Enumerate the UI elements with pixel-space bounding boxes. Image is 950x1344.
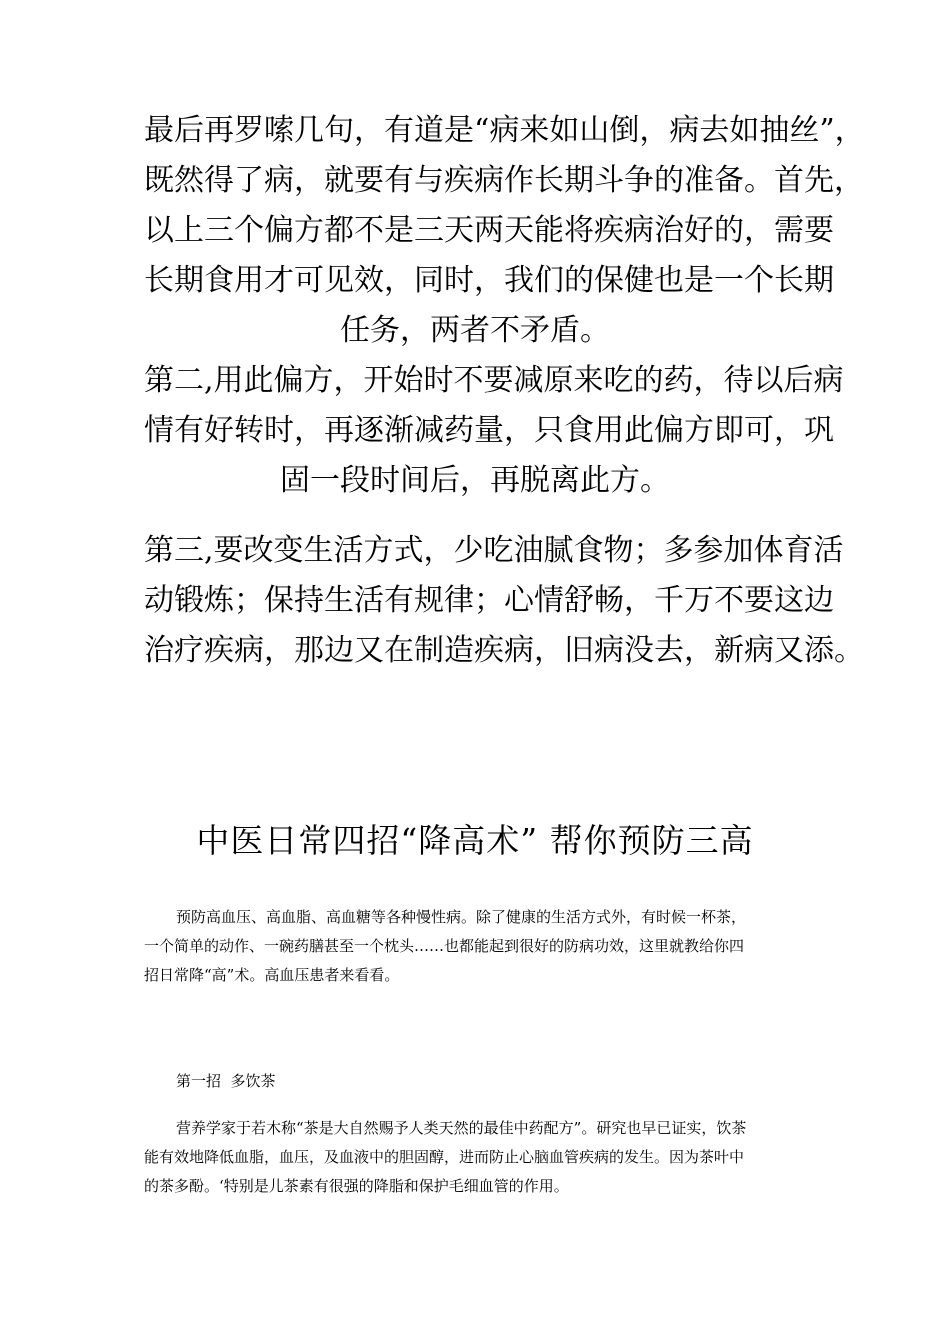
method-heading-text: 第一招 多饮茶	[176, 1072, 276, 1090]
text-line: 长期食用才可见效，同时，我们的保健也是一个长期	[144, 263, 834, 298]
text-line: 情有好转时，再逐渐减药量，只食用此偏方即可，巩	[144, 413, 834, 448]
closing-remarks-paragraph	[144, 106, 865, 356]
text-line: 任务，两者不矛盾。	[340, 313, 610, 348]
text-line: 第三,要改变生活方式，少吃油腻食物；多参加体育活	[144, 533, 844, 568]
text-line-content: 营养学家于若木称“茶是大自然赐予人类天然的最佳中药配方”。研究也早已证实，饮茶	[176, 1119, 747, 1137]
text-line-content: 预防高血压、高血脂、高血糖等各种慢性病。除了健康的生活方式外，有时候一杯茶，	[176, 908, 747, 926]
text-line: 治疗疾病，那边又在制造疾病，旧病没去，新病又添。	[144, 633, 864, 668]
method-heading	[144, 1067, 806, 1096]
text-line	[144, 1114, 806, 1143]
article-title: 中医日常四招“降高术” 帮你预防三高	[196, 821, 754, 860]
text-line: 第二,用此偏方，开始时不要减原来吃的药，待以后病	[144, 363, 844, 398]
third-point-paragraph	[144, 526, 864, 676]
text-line: 最后再罗嗦几句，有道是“病来如山倒，病去如抽丝”，	[144, 113, 865, 148]
text-line: 的茶多酚。‘特别是儿茶素有很强的降脂和保护毛细血管的作用。	[144, 1177, 569, 1195]
text-line: 一个简单的动作、一碗药膳甚至一个枕头……也都能起到很好的防病功效，这里就教给你四	[144, 937, 745, 955]
text-line: 动锻炼；保持生活有规律；心情舒畅，千万不要这边	[144, 583, 834, 618]
text-line: 招日常降“高”术。高血压患者来看看。	[144, 966, 400, 984]
text-line: 能有效地降低血脂，血压，及血液中的胆固醇，进而防止心脑血管疾病的发生。因为茶叶中	[144, 1148, 745, 1166]
method-body-paragraph	[144, 1114, 806, 1201]
article-intro-paragraph	[144, 903, 806, 990]
text-line: 以上三个偏方都不是三天两天能将疾病治好的，需要	[144, 213, 834, 248]
text-line: 固一段时间后，再脱离此方。	[280, 463, 670, 498]
text-line	[144, 903, 806, 932]
text-line: 既然得了病，就要有与疾病作长期斗争的准备。首先，	[144, 163, 864, 198]
second-point-paragraph	[144, 356, 844, 506]
